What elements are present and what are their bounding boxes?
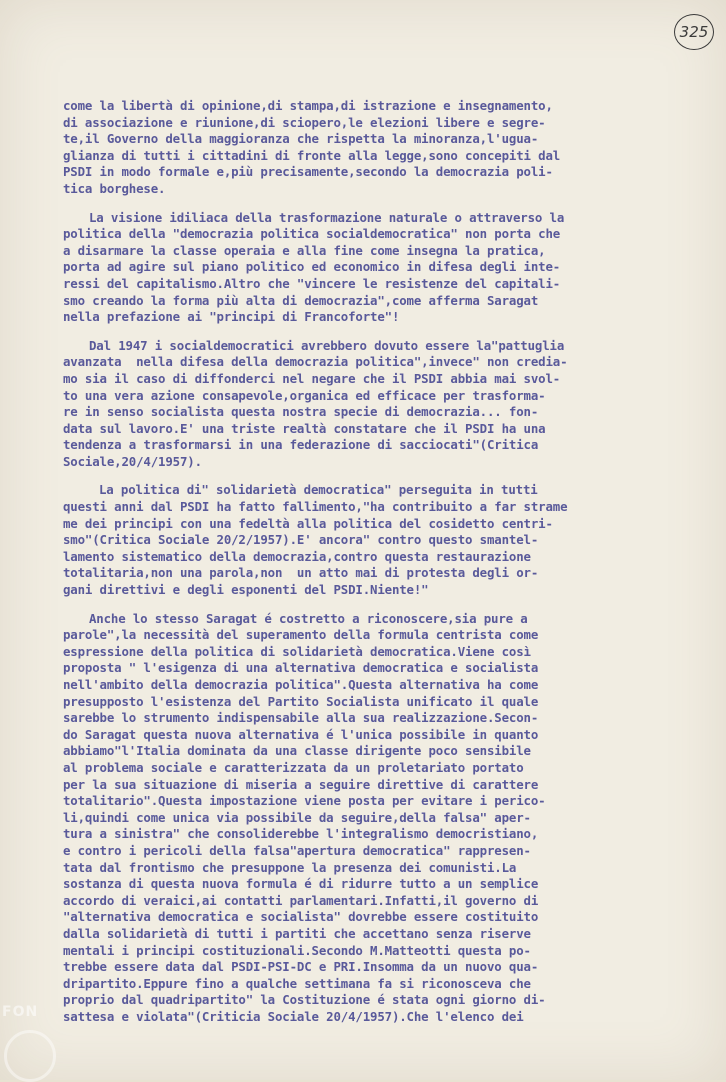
text-line: li,quindi come unica via possibile da seguire,della falsa" aper- xyxy=(63,809,531,825)
text-line: come la libertà di opinione,di stampa,di istrazione e insegnamento, xyxy=(63,98,553,113)
watermark-logo-icon xyxy=(4,1030,56,1082)
text-line: dripartito.Eppure fino a qualche settimana fa si riconosceva che xyxy=(63,975,531,991)
text-line: Anche lo stesso Saragat é costretto a riconoscere,sia pure a xyxy=(89,610,528,626)
text-line: mentali i principi costituzionali.Secondo M.Matteotti questa po- xyxy=(63,942,531,958)
text-line: data sul lavoro.E' una triste realtà constatare che il PSDI ha una xyxy=(63,420,546,436)
text-line: parole",la necessità del superamento della formula centrista come xyxy=(63,627,539,643)
text-line: per la sua situazione di miseria a seguire direttive di carattere xyxy=(63,776,539,792)
text-line: e contro i pericoli della falsa"apertura democratica" rappresen- xyxy=(63,842,531,858)
text-line: al problema sociale e caratterizzata da un proletariato portato xyxy=(63,759,524,775)
text-line: avanzata nella difesa della democrazia politica",invece" non credia- xyxy=(63,354,568,370)
text-line: sostanza di questa nuova formula é di ridurre tutto a un semplice xyxy=(63,876,539,892)
text-line: gani direttivi e degli esponenti del PSDI.Niente!" xyxy=(63,582,429,598)
text-line: accordo di veraici,ai contatti parlamentari.Infatti,il governo di xyxy=(63,892,539,908)
text-line: tica borghese. xyxy=(63,180,166,196)
typewritten-body xyxy=(63,98,663,1037)
text-line: me dei principi con una fedeltà alla politica del cosidetto centri- xyxy=(63,515,553,531)
text-line: sattesa e violata"(Criticia Sociale 20/4/1957).Che l'elenco dei xyxy=(63,1008,524,1024)
text-line: proposta " l'esigenza di una alternativa democratica e socialista xyxy=(63,660,539,676)
text-line: nell'ambito della democrazia politica".Questa alternativa ha come xyxy=(63,677,539,692)
text-line: abbiamo"l'Italia dominata da una classe dirigente poco sensibile xyxy=(63,743,531,759)
text-line: totalitaria,non una parola,non un atto mai di protesta degli or- xyxy=(63,565,539,581)
text-line: questi anni dal PSDI ha fatto fallimento,"ha contribuito a far strame xyxy=(63,499,568,515)
watermark-text: FON xyxy=(2,1004,39,1020)
text-line: smo"(Critica Sociale 20/2/1957).E' ancora" contro questo smantel- xyxy=(63,532,539,548)
text-line: tata dal frontismo che presuppone la presenza dei comunisti.La xyxy=(63,859,517,875)
text-line: PSDI in modo formale e,più precisamente,secondo la democrazia poli- xyxy=(63,164,553,180)
text-line: tura a sinistra" che consoliderebbe l'integralismo democristiano, xyxy=(63,826,539,842)
text-line: to una vera azione consapevole,organica ed efficace per trasforma- xyxy=(63,387,546,403)
text-line: espressione della politica di solidarietà democratica.Viene così xyxy=(63,643,531,659)
text-line: glianza di tutti i cittadini di fronte alla legge,sono concepiti dal xyxy=(63,147,561,163)
text-line: mo sia il caso di diffonderci nel negare che il PSDI abbia mai svol- xyxy=(63,370,561,386)
text-line: presupposto l'esistenza del Partito Socialista unificato il quale xyxy=(63,693,539,709)
paragraph-5 xyxy=(63,611,663,1026)
paragraph-1 xyxy=(63,98,663,198)
text-line: lamento sistematico della democrazia,contro questa restaurazione xyxy=(63,548,531,564)
text-line: porta ad agire sul piano politico ed economico in difesa degli inte- xyxy=(63,259,561,275)
text-line: Sociale,20/4/1957). xyxy=(63,453,202,469)
text-line: nella prefazione ai "principi di Francoforte"! xyxy=(63,309,400,325)
text-line: trebbe essere data dal PSDI-PSI-DC e PRI.Insomma da un nuovo qua- xyxy=(63,959,539,975)
paragraph-3 xyxy=(63,338,663,471)
text-line: sarebbe lo strumento indispensabile alla sua realizzazione.Secon- xyxy=(63,710,539,726)
text-line: di associazione e riunione,di sciopero,le elezioni libere e segre- xyxy=(63,114,546,130)
page-number: 325 xyxy=(679,23,709,41)
archive-watermark xyxy=(0,1000,60,1080)
text-line: proprio dal quadripartito" la Costituzione é stata ogni giorno di- xyxy=(63,992,546,1008)
paragraph-4 xyxy=(63,482,663,598)
text-line: tendenza a trasformarsi in una federazione di sacciocati"(Critica xyxy=(63,437,539,453)
text-line: re in senso socialista questa nostra specie di democrazia... fon- xyxy=(63,404,539,420)
text-line: smo creando la forma più alta di democrazia",come afferma Saragat xyxy=(63,292,539,308)
text-line: totalitario".Questa impostazione viene posta per evitare i perico- xyxy=(63,793,546,809)
text-line: dalla solidarietà di tutti i partiti che accettano senza riserve xyxy=(63,925,531,941)
text-line: La politica di" solidarietà democratica" perseguita in tutti xyxy=(99,482,538,498)
text-line: "alternativa democratica e socialista" dovrebbe essere costituito xyxy=(63,909,539,925)
text-line: politica della "democrazia politica socialdemocratica" non porta che xyxy=(63,226,561,242)
text-line: La visione idiliaca della trasformazione naturale o attraverso la xyxy=(89,209,565,225)
faint-bleed-through xyxy=(390,14,590,22)
page-number-circle xyxy=(674,14,714,50)
text-line: ressi del capitalismo.Altro che "vincere le resistenze del capitali- xyxy=(63,275,561,291)
text-line: a disarmare la classe operaia e alla fine come insegna la pratica, xyxy=(63,242,546,258)
text-line: do Saragat questa nuova alternativa é l'unica possibile in quanto xyxy=(63,726,539,742)
text-line: Dal 1947 i socialdemocratici avrebbero dovuto essere la"pattuglia xyxy=(89,337,565,353)
text-line: te,il Governo della maggioranza che rispetta la minoranza,l'ugua- xyxy=(63,131,539,147)
paragraph-2 xyxy=(63,210,663,326)
